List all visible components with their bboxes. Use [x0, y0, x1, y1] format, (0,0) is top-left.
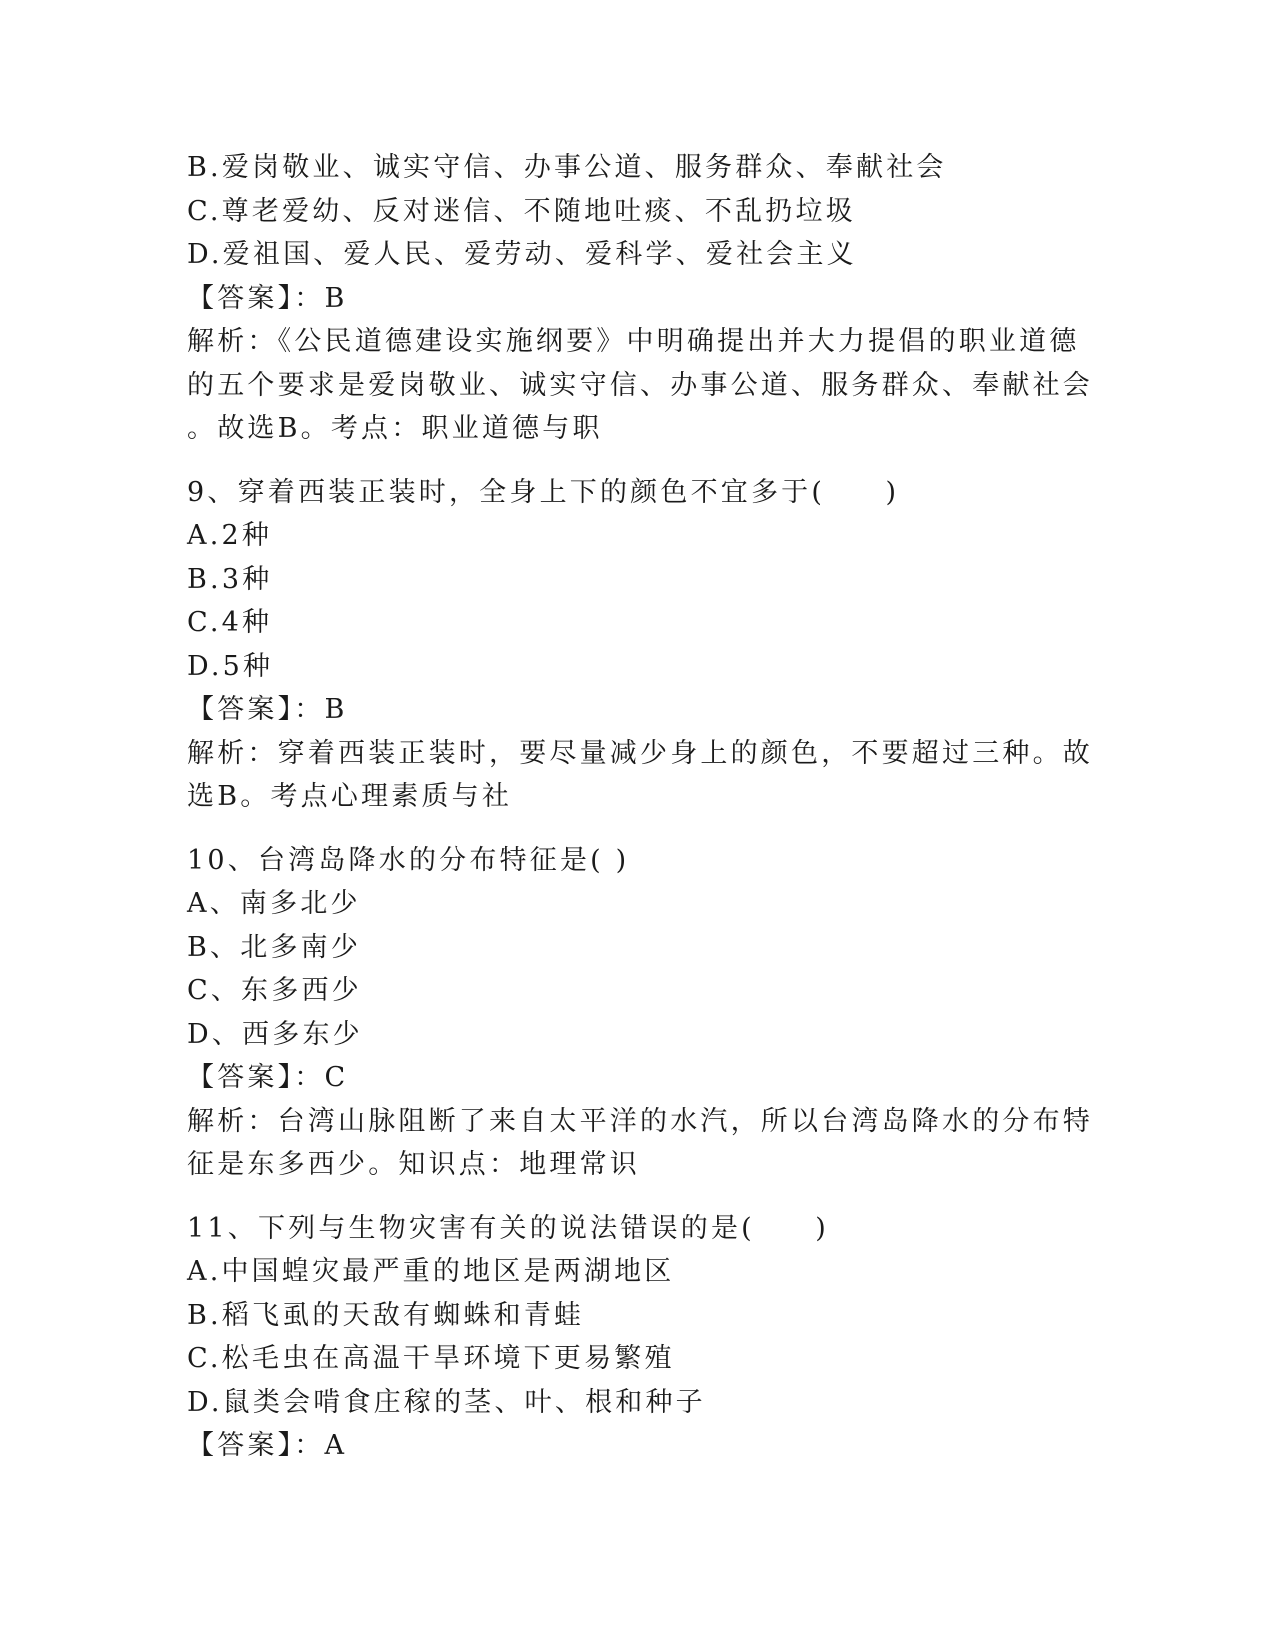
answer-line: 【答案】：B — [187, 694, 348, 725]
question-block-8 — [187, 146, 1093, 451]
option-a: A.2种 — [187, 520, 273, 551]
question-stem: 11、下列与生物灾害有关的说法错误的是( ) — [187, 1212, 830, 1244]
analysis-line: 的五个要求是爱岗敬业、诚实守信、办事公道、服务群众、奉献社会 — [187, 369, 1093, 401]
answer-line: 【答案】：C — [187, 1062, 349, 1093]
question-block-10 — [187, 839, 1093, 1187]
option-c: C.松毛虫在高温干旱环境下更易繁殖 — [187, 1343, 675, 1374]
analysis-line: 选B。考点心理素质与社 — [187, 781, 513, 812]
option-c: C.4种 — [187, 607, 273, 638]
option-a: A.中国蝗灾最严重的地区是两湖地区 — [187, 1256, 675, 1287]
option-d: D.鼠类会啃食庄稼的茎、叶、根和种子 — [187, 1386, 706, 1418]
analysis-line: 解析：台湾山脉阻断了来自太平洋的水汽，所以台湾岛降水的分布特 — [187, 1105, 1093, 1137]
option-b: B.爱岗敬业、诚实守信、办事公道、服务群众、奉献社会 — [187, 152, 947, 183]
option-d: D、西多东少 — [187, 1018, 363, 1050]
question-stem: 9、穿着西装正装时，全身上下的颜色不宜多于( ) — [187, 476, 900, 508]
option-d: D.5种 — [187, 650, 274, 682]
option-b: B、北多南少 — [187, 931, 362, 963]
analysis-line: 。故选B。考点：职业道德与职 — [187, 413, 603, 444]
option-b: B.稻飞虱的天敌有蜘蛛和青蛙 — [187, 1299, 585, 1331]
option-b: B.3种 — [187, 563, 273, 595]
answer-line: 【答案】：B — [187, 282, 348, 314]
analysis-line: 征是东多西少。知识点：地理常识 — [187, 1149, 640, 1180]
analysis-line: 解析：《公民道德建设实施纲要》中明确提出并大力提倡的职业道德 — [187, 326, 1080, 357]
answer-line: 【答案】：A — [187, 1430, 348, 1461]
question-stem: 10、台湾岛降水的分布特征是( ) — [187, 844, 630, 876]
option-c: C.尊老爱幼、反对迷信、不随地吐痰、不乱扔垃圾 — [187, 195, 856, 227]
option-c: C、东多西少 — [187, 975, 362, 1006]
question-block-11 — [187, 1207, 1067, 1468]
option-d: D.爱祖国、爱人民、爱劳动、爱科学、爱社会主义 — [187, 239, 857, 270]
analysis-line: 解析：穿着西装正装时，要尽量减少身上的颜色，不要超过三种。故 — [187, 737, 1093, 769]
question-block-9 — [187, 471, 1093, 819]
option-a: A、南多北少 — [187, 888, 361, 919]
document-content — [187, 146, 1093, 1468]
